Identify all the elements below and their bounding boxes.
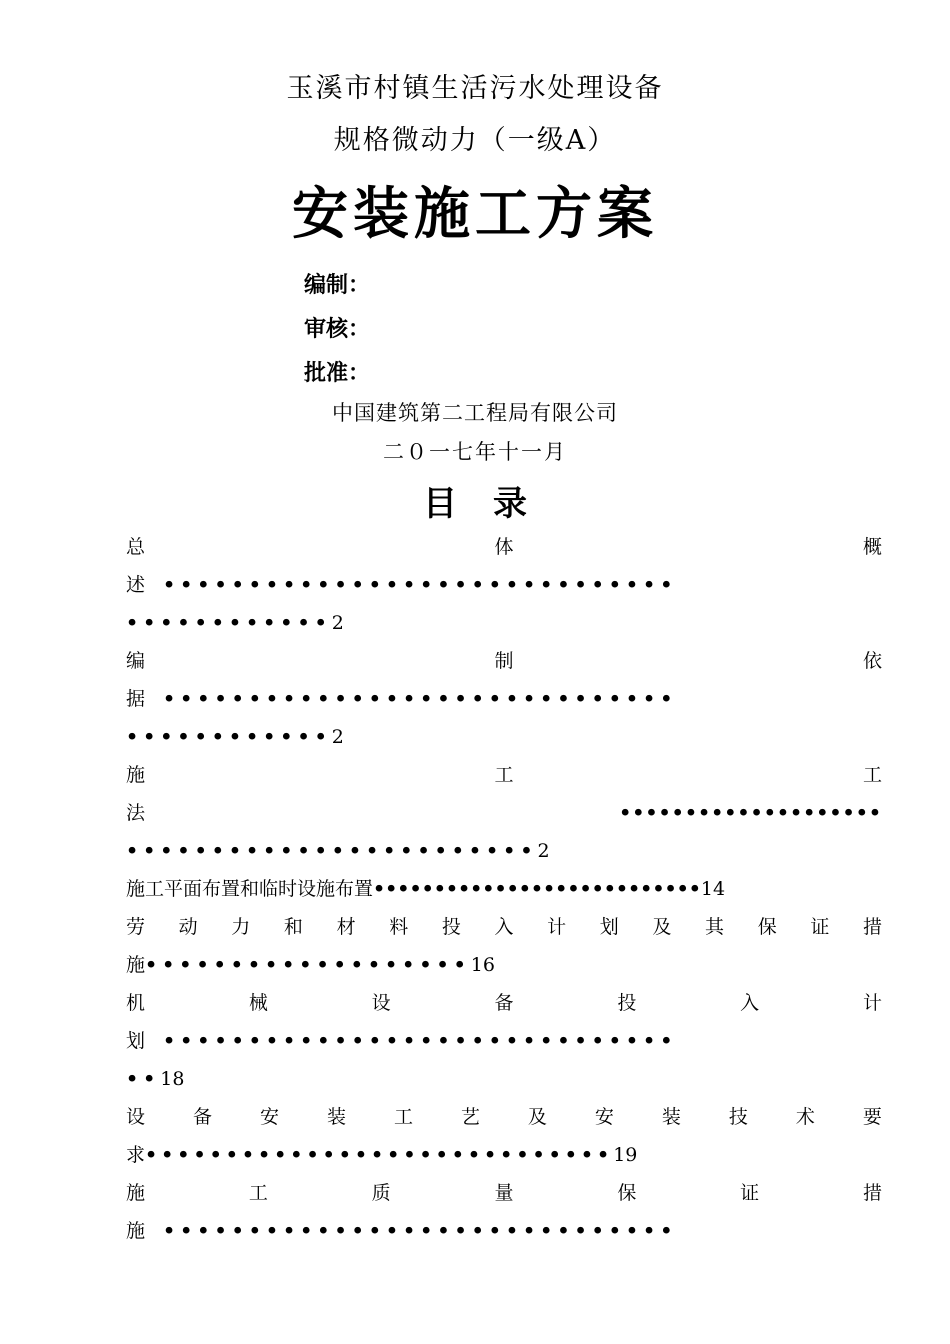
toc-char: 量 — [494, 1182, 514, 1204]
toc-char: 计 — [547, 916, 567, 938]
toc-line-7 — [126, 760, 882, 790]
compiled-by-label: 编制： — [304, 272, 371, 298]
toc-char: 设 — [371, 992, 391, 1014]
toc-char: 备 — [494, 992, 514, 1014]
toc-page-number: 16 — [470, 954, 495, 976]
toc-char: 施 — [126, 1220, 146, 1242]
toc-char: 概 — [862, 536, 882, 558]
toc-line-3 — [126, 608, 882, 638]
toc-char: 及 — [527, 1106, 547, 1128]
toc-char: 保 — [757, 916, 777, 938]
cover-title-line1: 玉溪市村镇生活污水处理设备 — [286, 73, 664, 104]
toc-char: 入 — [740, 992, 760, 1014]
toc-char: 质 — [371, 1182, 391, 1204]
toc-page-number: 2 — [331, 612, 344, 634]
toc-page-number: 14 — [700, 878, 726, 900]
toc-char: 述 — [126, 574, 146, 596]
toc-title-char-1: 目 — [423, 484, 457, 524]
toc-line-15 — [126, 1064, 882, 1094]
toc-char: 工 — [494, 764, 514, 786]
toc-page-number: 2 — [537, 840, 550, 862]
toc-char: 保 — [617, 1182, 637, 1204]
toc-char: 证 — [810, 916, 830, 938]
toc-leader-dots: •• — [126, 1068, 161, 1090]
toc-leader-dots: •••••••••••••••••••••••••••••• — [163, 1220, 678, 1242]
toc-char: 划 — [599, 916, 619, 938]
toc-char: 证 — [740, 1182, 760, 1204]
toc-line-11 — [126, 912, 882, 942]
toc-char: 施 — [126, 764, 146, 786]
toc-char: 其 — [705, 916, 725, 938]
cover-title-line2: 规格微动力（一级A） — [333, 125, 617, 156]
toc-line-10 — [126, 874, 882, 904]
toc-char: 动 — [178, 916, 198, 938]
toc-char: 依 — [862, 650, 882, 672]
toc-char: 投 — [441, 916, 461, 938]
toc-char: 料 — [389, 916, 409, 938]
toc-char: 技 — [728, 1106, 748, 1128]
toc-leader-dots: •••••••••••••••••••••••••••••• — [163, 688, 678, 710]
toc-char: 施 — [126, 1182, 146, 1204]
toc-char: 措 — [862, 1182, 882, 1204]
toc-char: 措 — [862, 916, 882, 938]
toc-char: 施 — [126, 954, 146, 976]
organization-name: 中国建筑第二工程局有限公司 — [332, 401, 618, 425]
toc-char: 术 — [795, 1106, 815, 1128]
toc-leader-dots: ••••••••••••••••••• — [145, 954, 471, 976]
toc-char: 入 — [494, 916, 514, 938]
toc-char: 要 — [862, 1106, 882, 1128]
toc-page-number: 2 — [331, 726, 344, 748]
toc-entry-text: 施工平面布置和临时设施布置 — [126, 878, 374, 900]
toc-char: 编 — [126, 650, 146, 672]
toc-line-2 — [126, 570, 882, 600]
toc-char: 备 — [192, 1106, 212, 1128]
document-date: 二０一七年十一月 — [383, 440, 567, 464]
toc-title — [0, 476, 950, 525]
toc-line-18 — [126, 1178, 882, 1208]
toc-char: 设 — [126, 1106, 146, 1128]
toc-page-number: 18 — [160, 1068, 185, 1090]
toc-line-4 — [126, 646, 882, 676]
toc-char: 划 — [126, 1030, 146, 1052]
toc-char: 据 — [126, 688, 146, 710]
toc-line-1 — [126, 532, 882, 562]
toc-line-9 — [126, 836, 882, 866]
toc-char: 艺 — [460, 1106, 480, 1128]
toc-char: 总 — [126, 536, 146, 558]
toc-char: 装 — [661, 1106, 681, 1128]
toc-char: 求 — [126, 1144, 146, 1166]
toc-char: 机 — [126, 992, 146, 1014]
toc-char: 工 — [248, 1182, 268, 1204]
toc-char: 安 — [259, 1106, 279, 1128]
toc-line-8 — [126, 798, 882, 828]
toc-char: 力 — [231, 916, 251, 938]
toc-char: 械 — [248, 992, 268, 1014]
toc-char: 法 — [126, 802, 146, 824]
toc-char: 安 — [594, 1106, 614, 1128]
toc-leader-dots: •••••••••••••••••••••••• — [126, 840, 538, 862]
toc-leader-dots: •••••••••••• — [126, 726, 332, 748]
toc-page-number: 19 — [613, 1144, 638, 1166]
toc-char: 工 — [393, 1106, 413, 1128]
toc-leader-dots: •••••••••••••••••••• — [619, 802, 882, 824]
toc-char: 投 — [617, 992, 637, 1014]
toc-leader-dots: •••••••••••• — [126, 612, 332, 634]
toc-line-16 — [126, 1102, 882, 1132]
toc-leader-dots: •••••••••••••••••••••••••••••• — [163, 574, 678, 596]
cover-main-title: 安装施工方案 — [292, 181, 658, 247]
toc-leader-dots: ••••••••••••••••••••••••••••• — [145, 1144, 614, 1166]
toc-char: 装 — [326, 1106, 346, 1128]
toc-line-5 — [126, 684, 882, 714]
toc-char: 劳 — [126, 916, 146, 938]
toc-line-6 — [126, 722, 882, 752]
toc-char: 制 — [494, 650, 514, 672]
toc-leader-dots: •••••••••••••••••••••••••••••• — [163, 1030, 678, 1052]
reviewed-by-label: 审核： — [304, 316, 371, 342]
toc-line-12 — [126, 950, 882, 980]
toc-leader-dots: ••••••••••••••••••••••••••• — [373, 878, 701, 900]
toc-line-13 — [126, 988, 882, 1018]
toc-line-17 — [126, 1140, 882, 1170]
approved-by-label: 批准： — [304, 360, 371, 386]
toc-title-char-2: 录 — [493, 484, 527, 524]
toc-char: 计 — [862, 992, 882, 1014]
toc-char: 及 — [652, 916, 672, 938]
toc-char: 和 — [283, 916, 303, 938]
toc-line-14 — [126, 1026, 882, 1056]
toc-char: 材 — [336, 916, 356, 938]
toc-line-19 — [126, 1216, 882, 1246]
toc-char: 工 — [862, 764, 882, 786]
toc-char: 体 — [494, 536, 514, 558]
